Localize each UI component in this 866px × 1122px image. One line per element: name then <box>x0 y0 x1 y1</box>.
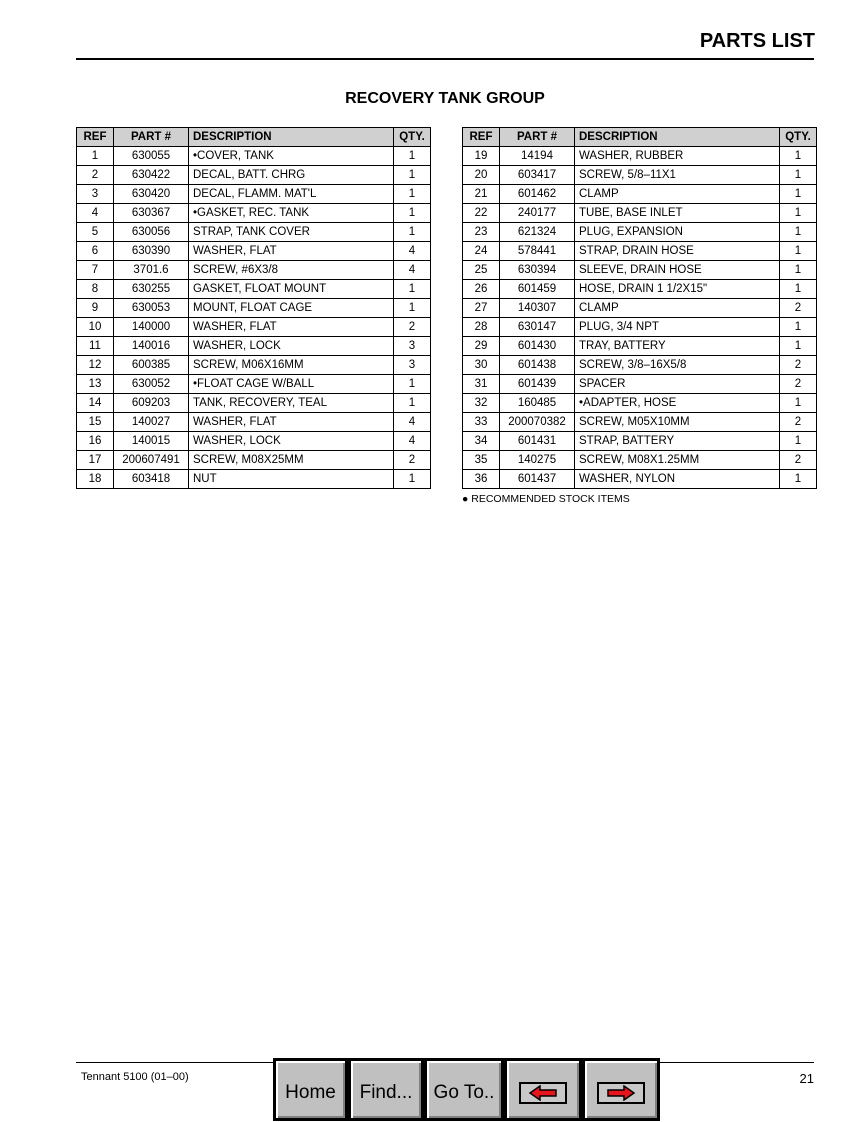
table-row <box>463 413 817 432</box>
table-row <box>463 337 817 356</box>
table-row <box>77 337 431 356</box>
qty-cell: 1 <box>780 337 817 356</box>
ref-header: REF <box>77 128 114 147</box>
part-number-cell: 603418 <box>114 470 189 489</box>
ref-cell: 22 <box>463 204 500 223</box>
table-row <box>463 261 817 280</box>
qty-cell: 1 <box>394 299 431 318</box>
table-row <box>463 356 817 375</box>
description-cell: TUBE, BASE INLET <box>575 204 780 223</box>
table-row <box>463 185 817 204</box>
description-cell: SCREW, #6X3/8 <box>189 261 394 280</box>
qty-cell: 2 <box>780 375 817 394</box>
part-number-cell: 240177 <box>500 204 575 223</box>
table-row <box>77 470 431 489</box>
part-number-cell: 630394 <box>500 261 575 280</box>
part-header: PART # <box>114 128 189 147</box>
next-page-button[interactable] <box>582 1058 660 1121</box>
parts-table-right <box>462 127 817 489</box>
ref-cell: 14 <box>77 394 114 413</box>
part-number-cell: 140000 <box>114 318 189 337</box>
description-cell: SCREW, 5/8–11X1 <box>575 166 780 185</box>
part-number-cell: 601430 <box>500 337 575 356</box>
table-row <box>463 166 817 185</box>
qty-cell: 4 <box>394 261 431 280</box>
description-cell: SCREW, M08X1.25MM <box>575 451 780 470</box>
part-number-cell: 140016 <box>114 337 189 356</box>
qty-cell: 1 <box>780 470 817 489</box>
qty-cell: 1 <box>780 204 817 223</box>
ref-cell: 16 <box>77 432 114 451</box>
description-cell: NUT <box>189 470 394 489</box>
part-number-cell: 630056 <box>114 223 189 242</box>
qty-cell: 1 <box>780 394 817 413</box>
part-number-cell: 601462 <box>500 185 575 204</box>
ref-cell: 10 <box>77 318 114 337</box>
home-button-label: Home <box>285 1081 336 1103</box>
qty-cell: 2 <box>394 451 431 470</box>
qty-cell: 1 <box>780 261 817 280</box>
table-row <box>77 261 431 280</box>
part-number-cell: 601459 <box>500 280 575 299</box>
part-number-cell: 140307 <box>500 299 575 318</box>
ref-cell: 9 <box>77 299 114 318</box>
description-cell: STRAP, DRAIN HOSE <box>575 242 780 261</box>
description-cell: •GASKET, REC. TANK <box>189 204 394 223</box>
table-row <box>77 223 431 242</box>
part-number-cell: 630420 <box>114 185 189 204</box>
part-number-cell: 578441 <box>500 242 575 261</box>
qty-cell: 2 <box>780 356 817 375</box>
table-row <box>77 299 431 318</box>
qty-cell: 2 <box>780 299 817 318</box>
part-number-cell: 630255 <box>114 280 189 299</box>
document-id: Tennant 5100 (01–00) <box>81 1071 189 1083</box>
table-row <box>463 147 817 166</box>
table-row <box>463 242 817 261</box>
part-number-cell: 140027 <box>114 413 189 432</box>
qty-cell: 2 <box>394 318 431 337</box>
part-number-cell: 601439 <box>500 375 575 394</box>
ref-cell: 30 <box>463 356 500 375</box>
ref-cell: 24 <box>463 242 500 261</box>
qty-cell: 1 <box>780 166 817 185</box>
description-cell: SCREW, M08X25MM <box>189 451 394 470</box>
part-number-cell: 601438 <box>500 356 575 375</box>
qty-cell: 1 <box>394 185 431 204</box>
ref-cell: 17 <box>77 451 114 470</box>
part-number-cell: 3701.6 <box>114 261 189 280</box>
qty-cell: 4 <box>394 413 431 432</box>
qty-cell: 2 <box>780 451 817 470</box>
description-cell: STRAP, TANK COVER <box>189 223 394 242</box>
description-cell: WASHER, LOCK <box>189 337 394 356</box>
description-cell: WASHER, FLAT <box>189 413 394 432</box>
description-cell: WASHER, NYLON <box>575 470 780 489</box>
qty-cell: 3 <box>394 356 431 375</box>
part-number-cell: 140275 <box>500 451 575 470</box>
table-row <box>463 432 817 451</box>
part-number-cell: 200607491 <box>114 451 189 470</box>
table-row <box>77 375 431 394</box>
description-cell: WASHER, LOCK <box>189 432 394 451</box>
qty-cell: 4 <box>394 242 431 261</box>
parts-table-left <box>76 127 431 489</box>
part-number-cell: 603417 <box>500 166 575 185</box>
qty-cell: 1 <box>780 223 817 242</box>
description-cell: TRAY, BATTERY <box>575 337 780 356</box>
description-cell: HOSE, DRAIN 1 1/2X15" <box>575 280 780 299</box>
ref-cell: 3 <box>77 185 114 204</box>
ref-cell: 25 <box>463 261 500 280</box>
description-cell: WASHER, RUBBER <box>575 147 780 166</box>
table-row <box>77 451 431 470</box>
qty-cell: 1 <box>780 432 817 451</box>
ref-cell: 15 <box>77 413 114 432</box>
description-cell: •FLOAT CAGE W/BALL <box>189 375 394 394</box>
qty-cell: 4 <box>394 432 431 451</box>
qty-cell: 1 <box>394 204 431 223</box>
table-row <box>77 280 431 299</box>
table-row <box>463 299 817 318</box>
header-rule <box>76 58 814 60</box>
description-header: DESCRIPTION <box>189 128 394 147</box>
ref-cell: 29 <box>463 337 500 356</box>
ref-cell: 34 <box>463 432 500 451</box>
table-header-row <box>77 128 431 147</box>
part-number-cell: 160485 <box>500 394 575 413</box>
description-cell: DECAL, BATT. CHRG <box>189 166 394 185</box>
description-cell: SLEEVE, DRAIN HOSE <box>575 261 780 280</box>
ref-cell: 11 <box>77 337 114 356</box>
table-row <box>463 280 817 299</box>
qty-cell: 1 <box>394 280 431 299</box>
ref-cell: 31 <box>463 375 500 394</box>
home-button[interactable] <box>273 1058 348 1121</box>
qty-header: QTY. <box>780 128 817 147</box>
ref-cell: 18 <box>77 470 114 489</box>
previous-page-button[interactable] <box>504 1058 582 1121</box>
ref-cell: 20 <box>463 166 500 185</box>
description-cell: WASHER, FLAT <box>189 242 394 261</box>
qty-cell: 1 <box>394 394 431 413</box>
ref-cell: 1 <box>77 147 114 166</box>
goto-button-label: Go To.. <box>433 1081 495 1103</box>
table-row <box>463 204 817 223</box>
page-title: PARTS LIST <box>699 30 815 52</box>
ref-cell: 12 <box>77 356 114 375</box>
part-number-cell: 621324 <box>500 223 575 242</box>
page-number: 21 <box>799 1071 814 1086</box>
recommended-stock-legend: ● RECOMMENDED STOCK ITEMS <box>462 493 630 505</box>
description-cell: CLAMP <box>575 185 780 204</box>
ref-cell: 2 <box>77 166 114 185</box>
qty-cell: 3 <box>394 337 431 356</box>
table-row <box>463 318 817 337</box>
ref-cell: 6 <box>77 242 114 261</box>
ref-header: REF <box>463 128 500 147</box>
part-number-cell: 600385 <box>114 356 189 375</box>
table-row <box>77 413 431 432</box>
part-number-cell: 630055 <box>114 147 189 166</box>
qty-cell: 1 <box>394 375 431 394</box>
description-cell: GASKET, FLOAT MOUNT <box>189 280 394 299</box>
part-number-cell: 630390 <box>114 242 189 261</box>
description-cell: •COVER, TANK <box>189 147 394 166</box>
qty-cell: 1 <box>780 185 817 204</box>
group-title: RECOVERY TANK GROUP <box>345 90 545 107</box>
table-row <box>463 394 817 413</box>
find-button-label: Find... <box>359 1081 413 1103</box>
part-header: PART # <box>500 128 575 147</box>
ref-cell: 7 <box>77 261 114 280</box>
description-header: DESCRIPTION <box>575 128 780 147</box>
ref-cell: 21 <box>463 185 500 204</box>
part-number-cell: 630422 <box>114 166 189 185</box>
qty-cell: 1 <box>394 147 431 166</box>
left-arrow-icon <box>519 1082 567 1104</box>
ref-cell: 13 <box>77 375 114 394</box>
ref-cell: 27 <box>463 299 500 318</box>
description-cell: MOUNT, FLOAT CAGE <box>189 299 394 318</box>
ref-cell: 33 <box>463 413 500 432</box>
table-row <box>77 166 431 185</box>
qty-cell: 1 <box>780 280 817 299</box>
qty-cell: 2 <box>780 413 817 432</box>
table-row <box>77 185 431 204</box>
ref-cell: 8 <box>77 280 114 299</box>
table-row <box>77 356 431 375</box>
qty-cell: 1 <box>780 242 817 261</box>
ref-cell: 35 <box>463 451 500 470</box>
qty-header: QTY. <box>394 128 431 147</box>
part-number-cell: 601437 <box>500 470 575 489</box>
qty-cell: 1 <box>394 470 431 489</box>
description-cell: STRAP, BATTERY <box>575 432 780 451</box>
table-row <box>77 318 431 337</box>
ref-cell: 4 <box>77 204 114 223</box>
description-cell: SCREW, 3/8–16X5/8 <box>575 356 780 375</box>
description-cell: TANK, RECOVERY, TEAL <box>189 394 394 413</box>
table-row <box>77 432 431 451</box>
table-row <box>77 147 431 166</box>
ref-cell: 32 <box>463 394 500 413</box>
qty-cell: 1 <box>394 166 431 185</box>
ref-cell: 5 <box>77 223 114 242</box>
qty-cell: 1 <box>780 147 817 166</box>
description-cell: PLUG, EXPANSION <box>575 223 780 242</box>
table-row <box>77 242 431 261</box>
description-cell: SCREW, M05X10MM <box>575 413 780 432</box>
table-row <box>463 470 817 489</box>
ref-cell: 28 <box>463 318 500 337</box>
description-cell: PLUG, 3/4 NPT <box>575 318 780 337</box>
table-header-row <box>463 128 817 147</box>
qty-cell: 1 <box>780 318 817 337</box>
description-cell: DECAL, FLAMM. MAT'L <box>189 185 394 204</box>
table-row <box>463 223 817 242</box>
part-number-cell: 200070382 <box>500 413 575 432</box>
table-row <box>463 375 817 394</box>
ref-cell: 19 <box>463 147 500 166</box>
part-number-cell: 601431 <box>500 432 575 451</box>
goto-button[interactable] <box>424 1058 504 1121</box>
table-row <box>77 394 431 413</box>
table-row <box>463 451 817 470</box>
part-number-cell: 630052 <box>114 375 189 394</box>
table-row <box>77 204 431 223</box>
description-cell: CLAMP <box>575 299 780 318</box>
description-cell: WASHER, FLAT <box>189 318 394 337</box>
ref-cell: 26 <box>463 280 500 299</box>
qty-cell: 1 <box>394 223 431 242</box>
ref-cell: 36 <box>463 470 500 489</box>
description-cell: SCREW, M06X16MM <box>189 356 394 375</box>
part-number-cell: 630053 <box>114 299 189 318</box>
part-number-cell: 609203 <box>114 394 189 413</box>
right-arrow-icon <box>597 1082 645 1104</box>
description-cell: SPACER <box>575 375 780 394</box>
part-number-cell: 14194 <box>500 147 575 166</box>
part-number-cell: 630147 <box>500 318 575 337</box>
description-cell: •ADAPTER, HOSE <box>575 394 780 413</box>
find-button[interactable] <box>348 1058 424 1121</box>
ref-cell: 23 <box>463 223 500 242</box>
part-number-cell: 630367 <box>114 204 189 223</box>
part-number-cell: 140015 <box>114 432 189 451</box>
